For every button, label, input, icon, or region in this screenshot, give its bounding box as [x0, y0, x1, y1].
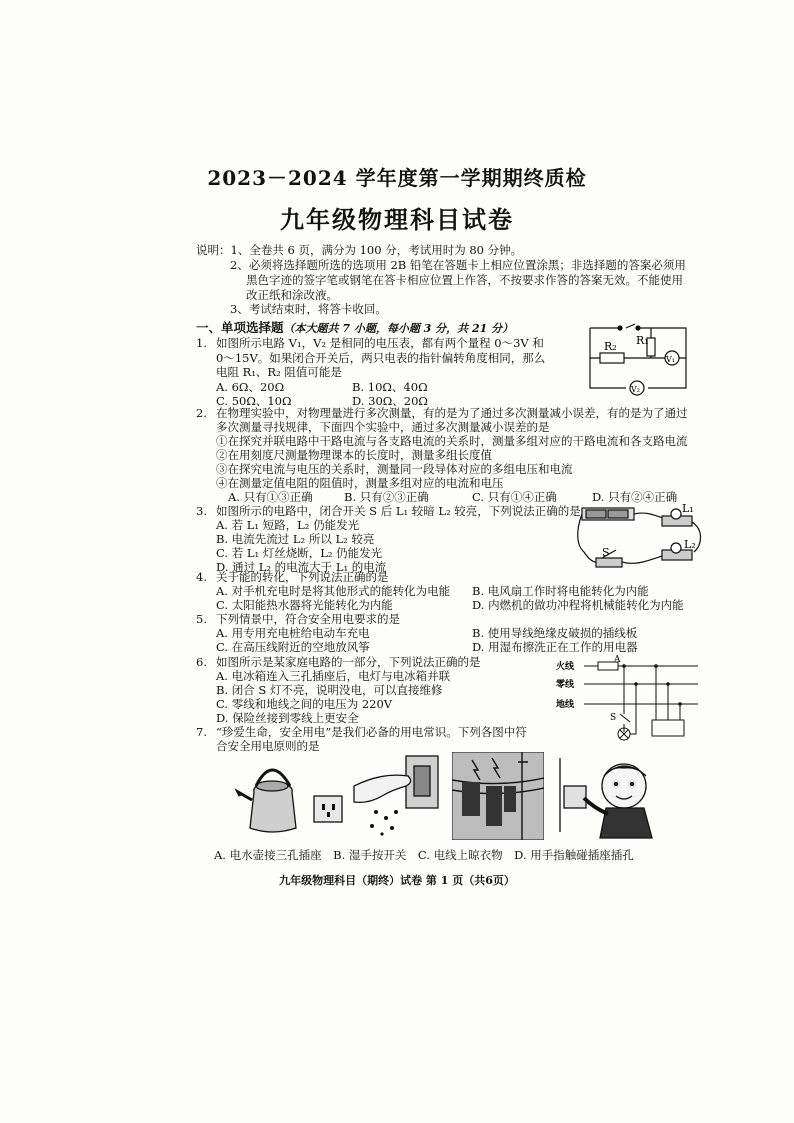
q4-option-a: A. 对手机充电时是将其他形式的能转化为电能	[216, 584, 451, 598]
exam-title-subject: 九年级物理科目试卷	[280, 205, 514, 234]
section-note: （本大题共 7 小题，每小题 3 分，共 21 分）	[283, 322, 514, 335]
q2-line1: 在物理实验中，对物理量进行多次测量，有的是为了通过多次测量减小误差，有的是为了通过	[216, 406, 688, 420]
q6-option-c: C. 零线和地线之间的电压为 220V	[216, 697, 393, 711]
q4-number: 4.	[196, 570, 207, 584]
q1-option-d: D. 30Ω、20Ω	[352, 394, 428, 408]
note-2c: 改正纸和涂改液。	[246, 288, 338, 302]
q1-number: 1.	[196, 336, 207, 350]
q3-line1: 如图所示的电路中，闭合开关 S 后 L₁ 较暗 L₂ 较亮，下列说法正确的是	[216, 504, 581, 518]
q6-household-circuit	[552, 654, 702, 742]
q3-fig-l2-label: L₂	[684, 538, 696, 551]
q6-option-d: D. 保险丝接到零线上更安全	[216, 711, 359, 725]
section-heading	[196, 318, 513, 336]
q1-line3: 电阻 R₁、R₂ 阻值可能是	[216, 365, 342, 379]
note-2b: 黑色字迹的签字笔或钢笔在答卡相应位置上作答，不按要求作答的答案无效。不能使用	[246, 273, 683, 287]
q7-line1: “珍爱生命，安全用电”是我们必备的用电常识。下列各图中符	[216, 725, 527, 739]
q7-line2: 合安全用电原则的是	[216, 739, 320, 753]
q4-option-b: B. 电风扇工作时将电能转化为内能	[472, 584, 649, 598]
q3-circuit-photo	[576, 500, 706, 580]
q4-option-c: C. 太阳能热水器将光能转化为内能	[216, 598, 393, 612]
q1-fig-v1-label: V₁	[666, 355, 675, 364]
q1-option-b: B. 10Ω、40Ω	[352, 380, 428, 394]
q6-fig-neutral-label: 零线	[556, 680, 575, 690]
note-3: 3、考试结束时，将答卡收回。	[230, 302, 387, 316]
q6-fig-ground-label: 地线	[556, 700, 575, 710]
section-title: 一、单项选择题	[196, 320, 284, 335]
q5-number: 5.	[196, 612, 207, 626]
q7-picture-wet-hand-switch	[352, 752, 442, 840]
q1-fig-r2-label: R₂	[604, 340, 617, 353]
q5-option-c: C. 在高压线附近的空地放风筝	[216, 640, 370, 654]
q3-option-d: D. 通过 L₂ 的电流大于 L₁ 的电流	[216, 560, 387, 574]
q7-picture-clothes-on-wire	[452, 752, 544, 840]
q2-option-d: D. 只有②④正确	[592, 490, 678, 504]
q6-option-b: B. 闭合 S 灯不亮，说明没电，可以直接维修	[216, 683, 443, 697]
q1-line1: 如图所示电路 V₁，V₂ 是相同的电压表，都有两个量程 0～3V 和	[216, 336, 544, 350]
q6-fig-s-label: S	[610, 713, 617, 723]
q2-number: 2.	[196, 406, 207, 420]
q5-option-d: D. 用湿布擦洗正在工作的用电器	[472, 640, 638, 654]
q2-option-a: A. 只有①③正确	[228, 490, 313, 504]
q5-option-a: A. 用专用充电桩给电动车充电	[216, 626, 370, 640]
page-footer: 九年级物理科目（期终）试卷 第 1 页（共6页）	[279, 874, 515, 887]
q2-statement-4: ④在测量定值电阻的阻值时，测量多组对应的电流和电压	[216, 476, 504, 490]
q6-fig-a-label: A	[614, 655, 621, 665]
q3-number: 3.	[196, 504, 207, 518]
q3-option-a: A. 若 L₁ 短路，L₂ 仍能发光	[216, 518, 360, 532]
note-2a: 2、必须将选择题所选的选项用 2B 铅笔在答题卡上相应位置涂黑；非选择题的答案必须用	[230, 258, 686, 272]
q7-picture-finger-socket	[556, 752, 666, 842]
q5-line1: 下列情景中，符合安全用电要求的是	[216, 612, 400, 626]
q6-line1: 如图所示是某家庭电路的一部分，下列说法正确的是	[216, 655, 481, 669]
q6-number: 6.	[196, 655, 207, 669]
q1-line2: 0～15V。如果闭合开关后，两只电表的指针偏转角度相同，那么	[216, 351, 546, 365]
exam-title-year: 2023－2024 学年度第一学期期终质检	[207, 166, 587, 190]
q2-line2: 多次测量寻找规律，下面四个实验中，通过多次测量减小误差的是	[216, 420, 550, 434]
q7-picture-captions: A. 电水壶接三孔插座 B. 湿手按开关 C. 电线上晾衣物 D. 用手指触碰插座插孔	[214, 848, 634, 862]
q1-fig-r1-label: R₁	[636, 334, 649, 347]
q6-option-a: A. 电冰箱连入三孔插座后，电灯与电冰箱并联	[216, 669, 451, 683]
q2-statement-3: ③在探究电流与电压的关系时，测量同一段导体对应的多组电压和电流	[216, 462, 573, 476]
q2-statement-2: ②在用刻度尺测量物理课本的长度时，测量多组长度值	[216, 448, 492, 462]
q3-fig-l1-label: L₁	[682, 502, 694, 515]
q2-option-b: B. 只有②③正确	[344, 490, 429, 504]
q1-option-c: C. 50Ω、10Ω	[216, 394, 292, 408]
q3-option-c: C. 若 L₁ 灯丝烧断，L₂ 仍能发光	[216, 546, 383, 560]
q4-line1: 关于能的转化，下列说法正确的是	[216, 570, 389, 584]
q2-option-c: C. 只有①④正确	[472, 490, 557, 504]
q2-statement-1: ①在探究并联电路中干路电流与各支路电流的关系时，测量多组对应的干路电流和各支路电流	[216, 434, 688, 448]
note-1: 说明：1、全卷共 6 页，满分为 100 分，考试用时为 80 分钟。	[196, 243, 523, 257]
q3-option-b: B. 电流先流过 L₂ 所以 L₂ 较亮	[216, 532, 375, 546]
q4-option-d: D. 内燃机的做功冲程将机械能转化为内能	[472, 598, 684, 612]
q3-fig-s-label: S	[602, 546, 610, 559]
q1-option-a: A. 6Ω、20Ω	[216, 380, 285, 394]
q1-fig-v2-label: V₂	[631, 385, 640, 394]
q6-fig-live-label: 火线	[556, 662, 575, 672]
q7-number: 7.	[196, 725, 207, 739]
q5-option-b: B. 使用导线绝缘皮破损的插线板	[472, 626, 638, 640]
q1-circuit-diagram	[580, 318, 698, 398]
q7-picture-kettle	[232, 756, 352, 840]
